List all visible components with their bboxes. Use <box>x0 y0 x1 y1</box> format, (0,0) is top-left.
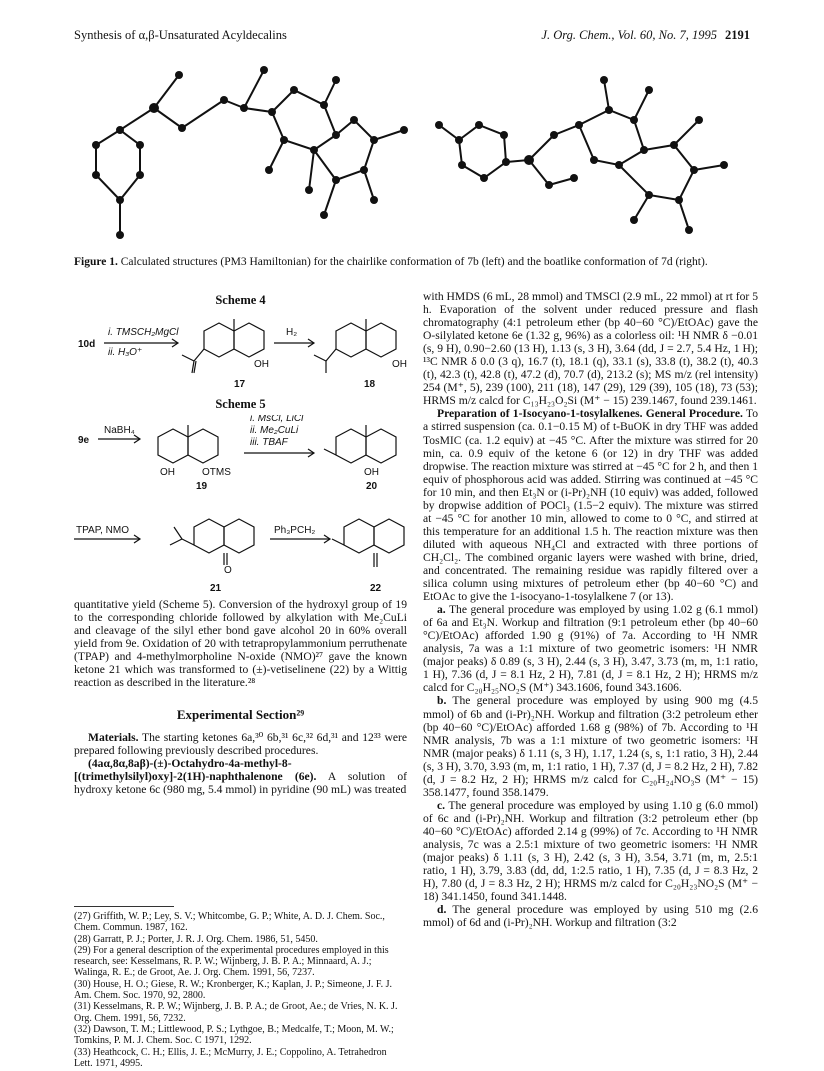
materials-paragraph <box>74 731 407 757</box>
materials-text: The starting ketones 6a,³⁰ 6b,³¹ 6c,³² 6d,³¹ and 12³³ were prepared following previously described procedures. <box>74 730 407 757</box>
scheme-5-start-label: 9e <box>78 435 90 447</box>
figure-caption <box>74 256 764 269</box>
figure-caption-text: Calculated structures (PM3 Hamiltonian) for the chairlike conformation of 7b (left) and the boatlike conformation of 7d (right). <box>120 256 708 268</box>
scheme-4-start-label: 10d <box>78 339 96 351</box>
figure-label: Figure 1. <box>74 256 118 268</box>
compound-18-label: 18 <box>364 379 376 391</box>
scheme-5-step-3: iii. TBAF <box>250 437 288 449</box>
compound-17-label: 17 <box>234 379 246 391</box>
procedure-a-text: The general procedure was employed by using 1.02 g (6.1 mmol) of 6a and Et₃N. Workup and filtration (9:1 petroleum ether (bp 40−60 °C)/EtOAc) afforded 1.90 g (91%) of 7a. According to ¹H NMR analysis, 7a was a 1:1 mixture of two geometric isomers: ¹H NMR (major peaks) δ 0.89 (s, 3 H), 2.44 (s, 3 H), 3.47, 3.73 (m, m, 1:1 ratio, 1 H), 7.36 (d, J = 8.1 Hz, 2 H), 7.81 (d, J = 8.1 Hz, 2 H); HRMS m/z calcd for C₂₀H₂₅NO₂S (M⁺) 343.1606, found 343.1606. <box>423 603 758 695</box>
scheme-4-oh-b: OH <box>392 359 407 371</box>
ketone-o-label: O <box>224 565 232 577</box>
left-para-1: quantitative yield (Scheme 5). Conversion of the hydroxyl group of 19 to the corresponding chloride followed by alkylation with Me₂CuLi and cleavage of the silyl ether bond gave alcohol 20 in 60% overall yield from 9e. Oxidation of 20 with tetrapropylammonium perruthenate (TPAP) and 4-methylmorpholine N-oxide (NMO)²⁷ gave the known ketone 21 which was transformed to (±)-vetiselinene (22) by a Wittig reaction as described in the literature.²⁸ <box>74 598 407 690</box>
left-column <box>74 290 407 796</box>
scheme-4-title: Scheme 4 <box>215 293 266 307</box>
general-procedure-heading: Preparation of 1-Isocyano-1-tosylalkenes. General Procedure. <box>437 407 743 421</box>
procedure-c <box>423 799 758 903</box>
compound-21-label: 21 <box>210 583 222 595</box>
compound-6e-paragraph <box>74 757 407 796</box>
otms-label: OTMS <box>202 467 231 479</box>
figure-1-structures <box>74 50 764 250</box>
reference-27: (27) Griffith, W. P.; Ley, S. V.; Whitcombe, G. P.; White, A. D. J. Chem. Soc., Chem. Commun. 1987, 162. <box>74 911 385 934</box>
procedure-d-label: d. <box>437 903 447 917</box>
page-number: 2191 <box>725 28 750 42</box>
procedure-c-text: The general procedure was employed by using 1.10 g (6.0 mmol) of 6c and (i-Pr)₂NH. Workup and filtration (3:2 petroleum ether (bp 40−60 °C)/EtOAc) afforded 2.14 g (99%) of 7c. According to ¹H NMR analysis, 7c was a 2.5:1 mixture of two geometric isomers: ¹H NMR (major peaks) δ 1.11 (s, 3 H), 2.42 (s, 3 H), 3.54, 3.71 (m, m, 2.5:1 ratio, 1 H), 3.79, 3.83 (dd, dd, 1:2.5 ratio, 1 H), 7.35 (d, J = 8.3 Hz, 2 H), 7.80 (d, J = 8.3 Hz, 2 H); HRMS m/z calcd for C₂₀H₂₃NO₂S (M⁺ − 18) 341.1450, found 341.1448. <box>423 798 758 904</box>
structure-7b-chair <box>96 70 404 235</box>
compound-20-label: 20 <box>366 481 378 493</box>
scheme-4-step1: i. TMSCH₂MgCl <box>108 327 179 339</box>
journal-name: J. Org. Chem., Vol. 60, No. 7, 1995 <box>541 28 717 42</box>
scheme-5-step-1: i. MsCl, LiCl <box>250 415 304 425</box>
scheme-4-oh-a: OH <box>254 359 269 371</box>
wittig-reagent-label: Ph₃PCH₂ <box>274 525 316 537</box>
procedure-d <box>423 903 758 929</box>
procedure-c-label: c. <box>437 798 446 812</box>
scheme-5-oh-20: OH <box>364 467 379 479</box>
procedure-b-text: The general procedure was employed by using 900 mg (4.5 mmol) of 6b and (i-Pr)₂NH. Workup and filtration (3:2 petroleum ether (bp 40−60 °C)/EtOAc) afforded 1.68 g (98%) of 7b. According to ¹H NMR analysis, 7b was a 1:1 mixture of two geometric isomers: ¹H NMR (major peaks) δ 1.11 (s, 3 H), 1.17, 1.24 (s, s, 1:1 ratio, 3 H), 2.44 (s, 3 H), 3.70, 3.93 (m, m, 1:1 ratio, 1 H), 7.37 (d, J = 8.2 Hz, 2 H), 7.82 (d, J = 8.2 Hz, 2 H); HRMS m/z calcd for C₂₀H₂₄NO₃S (M⁺ − 15) 358.1477, found 358.1479. <box>423 694 758 799</box>
general-procedure-text: To a stirred suspension (ca. 0.1−0.15 M) of t-BuOK in dry THF was added TosMIC (ca. 1.2 equiv) at −45 °C. After the mixture was stirred for 20 min, ca. 0.9 equiv of the ketone 6 (or 12) in dry THF was added dropwise. The reaction mixture was stirred at −45 °C for 2 h, and then 1 equiv of phosphorous acid was added. Stirring was continued at −45 °C for 10 min, and then Et₃N or (i-Pr)₂NH (10 equiv) was added, followed by dropwise addition of POCl₃ (1.5−2 equiv). The mixture was stirred at −45 °C for another 10 min, allowed to come to 0 °C, and stirred at this temperature for an additional 1.5 h. The reaction mixture was then diluted with aqueous NH₄Cl and extracted with three portions of CH₂Cl₂. The combined organic layers were washed with brine, dried, and concentrated. The remaining residue was rapidly filtered over a silica column using mixtures of petroleum ether (bp 40−60 °C) and EtOAc to give the 1-isocyano-1-tosylalkene 7 (or 13). <box>423 407 758 604</box>
reference-28: (28) Garratt, P. J.; Porter, J. R. J. Org. Chem. 1986, 51, 5450. <box>74 933 318 945</box>
running-header <box>74 28 750 44</box>
compound-6e-heading: (4aα,8α,8aβ)-(±)-Octahydro-4a-methyl-8-[(trimethylsilyl)oxy]-2(1H)-naphthalenone (6e). <box>74 756 317 783</box>
procedure-a-label: a. <box>437 603 446 617</box>
scheme-5-diagram <box>74 415 407 595</box>
scheme-5-oh-19: OH <box>160 467 175 479</box>
procedure-a <box>423 603 758 694</box>
reference-31: (31) Kesselmans, R. P. W.; Wijnberg, J. B. P. A.; de Groot, Ae.; de Vries, N. K. J. Org. Chem. 1991, 56, 7232. <box>74 1001 398 1024</box>
experimental-section-heading: Experimental Section²⁹ <box>176 706 305 722</box>
procedure-b <box>423 694 758 798</box>
procedure-d-text: The general procedure was employed by using 510 mg (2.6 mmol) of 6d and (i-Pr)₂NH. Workup and filtration (3:2 <box>423 903 758 930</box>
general-procedure-paragraph <box>423 407 758 603</box>
reference-33: (33) Heathcock, C. H.; Ellis, J. E.; McMurry, J. E.; Coppolino, A. Tetrahedron Lett. 1971, 4995. <box>74 1046 387 1069</box>
compound-6e-text: A solution of hydroxy ketone 6c (980 mg, 5.4 mmol) in pyridine (90 mL) was treated <box>74 769 407 796</box>
references <box>74 906 407 1069</box>
scheme-4-step2: ii. H₃O⁺ <box>108 347 143 359</box>
materials-heading: Materials. <box>88 730 139 744</box>
scheme-5-step-2: ii. Me₂CuLi <box>250 425 299 437</box>
reference-30: (30) House, H. O.; Giese, R. W.; Kronberger, K.; Kaplan, J. P.; Simeone, J. F. J. Am. Chem. Soc. 1970, 92, 2800. <box>74 978 393 1002</box>
compound-22-label: 22 <box>370 583 382 595</box>
procedure-b-label: b. <box>437 694 447 708</box>
nabh4-label: NaBH₄ <box>104 425 135 437</box>
right-column <box>423 290 758 929</box>
reference-29: (29) For a general description of the experimental procedures employed in this research, see: Kesselmans, R. P. W.; Wijnberg, J. B. P. A.; Minnaard, A. J.; Walinga, R. E.; de Groot, Ae. J. Org. Chem. 1991, 56, 7237. <box>74 944 389 979</box>
scheme-4-h2: H₂ <box>286 327 298 339</box>
scheme-5-title: Scheme 5 <box>215 397 266 412</box>
footnote-rule <box>74 906 174 907</box>
running-title: Synthesis of α,β-Unsaturated Acyldecalins <box>74 28 287 42</box>
atoms-7d <box>435 76 728 234</box>
tpap-nmo-label: TPAP, NMO <box>76 525 129 537</box>
scheme-4-diagram <box>74 311 407 391</box>
right-para-1: with HMDS (6 mL, 28 mmol) and TMSCl (2.9 mL, 22 mmol) at rt for 5 h. Evaporation of the solvent under reduced pressure and flash chromatography (4:1 petroleum ether (bp 40−60 °C)/EtOAc) gave the O-silylated ketone 6e (1.32 g, 96%) as a colorless oil: ¹H NMR δ −0.01 (s, 9 H), 0.90−2.60 (13 H), 1.13 (s, 3 H), 3.64 (dd, J = 2.7, 5.4 Hz, 1 H); ¹³C NMR δ 0.0 (3 q), 16.7 (t), 18.1 (q), 33.1 (s), 33.8 (t), 38.2 (t), 40.3 (t), 42.3 (t), 42.8 (t), 47.2 (d), 70.7 (d), 213.2 (s); MS m/z (rel intensity) 254 (M⁺, 5), 239 (100), 211 (18), 147 (29), 129 (39), 105 (18), 73 (53); HRMS m/z calcd for C₁₃H₂₃O₂Si (M⁺ − 15) 239.1467, found 239.1461. <box>423 290 758 408</box>
structure-7d-boat <box>439 80 724 230</box>
compound-19-label: 19 <box>196 481 208 493</box>
journal-citation <box>541 28 750 43</box>
reference-32: (32) Dawson, T. M.; Littlewood, P. S.; Lythgoe, B.; Medcalfe, T.; Moon, M. W.; Tomkins, P. M. J. Chem. Soc. C 1971, 1292. <box>74 1023 394 1047</box>
